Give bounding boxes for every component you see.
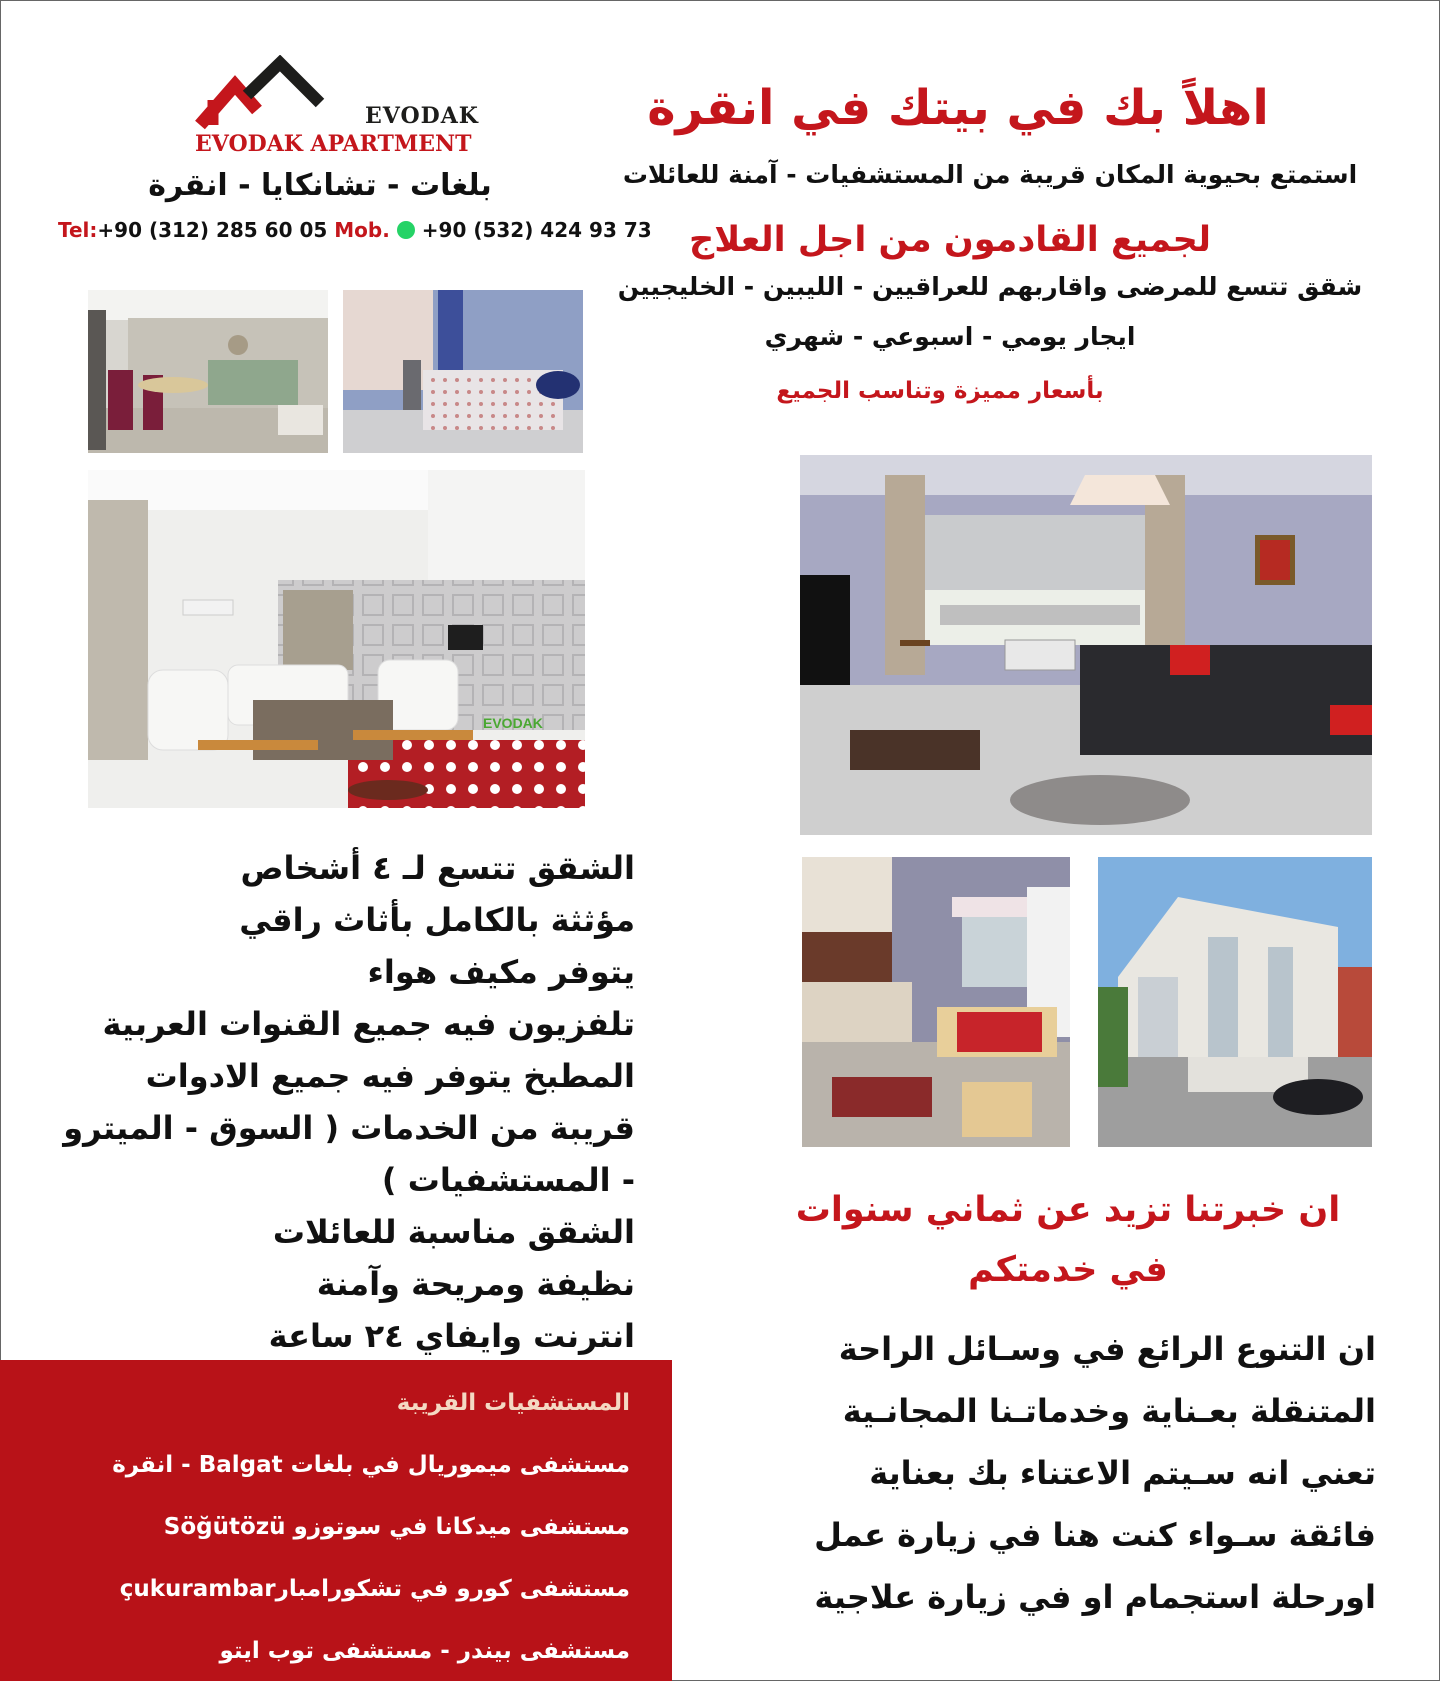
hospital-item: مستشفى ميدكانا في سوتوزو Söğütözü — [163, 1514, 630, 1540]
paragraph-line: تعني انه سـيتم الاعتناء بك بعناية — [869, 1454, 1376, 1492]
feature-item: الشقق تتسع لـ ٤ أشخاص — [240, 849, 635, 887]
mob-label: Mob. — [334, 218, 390, 242]
photo-building-exterior — [1098, 857, 1372, 1147]
hospitals-heading: المستشفيات القريبة — [396, 1390, 630, 1416]
feature-item: تلفزيون فيه جميع القنوات العربية — [102, 1005, 635, 1043]
photo-living-room-wide — [88, 470, 585, 808]
photo-living-room-sofa — [800, 455, 1372, 835]
header-line-5: بأسعار مميزة وتناسب الجميع — [776, 378, 1104, 404]
feature-item: المطبخ يتوفر فيه جميع الادوات — [145, 1057, 635, 1095]
contact-line — [58, 218, 652, 242]
header-line-3: شقق تتسع للمرضى واقاربهم للعراقيين - الليبين - الخليجيين — [617, 272, 1363, 301]
photo-watermark: EVODAK — [483, 715, 543, 731]
feature-item: انترنت وايفاي ٢٤ ساعة — [268, 1317, 635, 1355]
description-paragraph — [716, 1318, 1376, 1628]
hospitals-list — [30, 1372, 630, 1682]
location-text: بلغات - تشانكايا - انقرة — [148, 168, 492, 203]
paragraph-line: المتنقلة بعـناية وخدماتـنا المجانـية — [842, 1392, 1376, 1430]
photo-bedroom — [343, 290, 583, 453]
paragraph-line: ان التنوع الرائع في وسـائل الراحة — [838, 1330, 1376, 1368]
tel-number[interactable]: +90 (312) 285 60 05 — [97, 218, 328, 242]
feature-item: - المستشفيات ) — [381, 1161, 635, 1199]
hospital-item: مستشفى بيندر - مستشفى توب ايتو — [219, 1638, 630, 1664]
whatsapp-icon — [397, 221, 415, 239]
hospital-item: مستشفى ميموريال في بلغات Balgat - انقرة — [112, 1452, 630, 1478]
paragraph-line: اورحلة استجمام او في زيارة علاجية — [814, 1578, 1376, 1616]
feature-item: الشقق مناسبة للعائلات — [272, 1213, 635, 1251]
evodak-logo — [195, 55, 485, 160]
feature-item: يتوفر مكيف هواء — [367, 953, 635, 991]
hospital-item: مستشفى كورو في تشكورامبارçukurambar — [119, 1576, 630, 1602]
header-line-2: لجميع القادمون من اجل العلاج — [688, 220, 1211, 260]
header-line-1: استمتع بحيوية المكان قريبة من المستشفيات - آمنة للعائلات — [622, 160, 1358, 189]
experience-line-2: في خدمتكم — [968, 1250, 1168, 1290]
paragraph-line: فائقة سـواء كنت هنا في زيارة عمل — [814, 1516, 1376, 1554]
logo-small-text: EVODAK — [365, 103, 479, 129]
photo-kitchen — [802, 857, 1070, 1147]
house-roof-icon — [195, 55, 355, 130]
experience-text — [788, 1180, 1348, 1300]
features-list — [63, 842, 635, 1362]
logo-full-text: EVODAK APARTMENT — [195, 131, 472, 157]
header-line-4: ايجار يومي - اسبوعي - شهري — [764, 322, 1136, 351]
feature-item: قريبة من الخدمات ( السوق - الميترو — [63, 1109, 635, 1147]
feature-item: نظيفة ومريحة وآمنة — [316, 1265, 635, 1303]
mob-number[interactable]: +90 (532) 424 93 73 — [421, 218, 652, 242]
page-title: اهلاً بك في بيتك في انقرة — [647, 80, 1269, 136]
experience-line-1: ان خبرتنا تزيد عن ثماني سنوات — [795, 1190, 1341, 1230]
tel-label: Tel: — [58, 218, 98, 242]
feature-item: مؤثثة بالكامل بأثاث راقي — [239, 901, 635, 939]
photo-living-room-dining — [88, 290, 328, 453]
